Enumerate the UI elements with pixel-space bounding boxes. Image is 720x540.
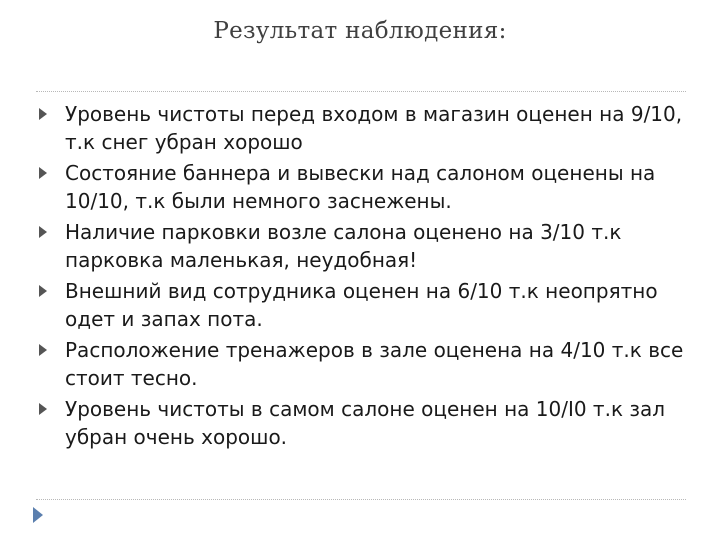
list-item <box>36 100 686 156</box>
list-item-text: Расположение тренажеров в зале оценена на 4/10 т.к все стоит тесно. <box>65 338 684 390</box>
top-divider <box>36 91 686 92</box>
triangle-bullet-icon <box>39 167 47 179</box>
list-item <box>36 218 686 274</box>
triangle-bullet-icon <box>39 108 47 120</box>
list-item-text: Состояние баннера и вывески над салоном оценены на 10/10, т.к были немного заснежены. <box>65 161 656 213</box>
list-item-text: Уровень чистоты перед входом в магазин оценен на 9/10, т.к снег убран хорошо <box>65 102 683 154</box>
triangle-bullet-icon <box>39 285 47 297</box>
slide-title: Результат наблюдения: <box>213 18 507 44</box>
list-item-text: Уровень чистоты в самом салоне оценен на 10/I0 т.к зал убран очень хорошо. <box>65 397 666 449</box>
list-item <box>36 336 686 392</box>
triangle-bullet-icon <box>39 344 47 356</box>
navigation-arrow-icon[interactable] <box>31 505 45 525</box>
triangle-bullet-icon <box>39 403 47 415</box>
list-item <box>36 395 686 451</box>
list-item-text: Наличие парковки возле салона оценено на 3/10 т.к парковка маленькая, неудобная! <box>65 220 622 272</box>
bottom-divider <box>36 499 686 500</box>
triangle-bullet-icon <box>39 226 47 238</box>
list-item <box>36 159 686 215</box>
list-item-text: Внешний вид сотрудника оценен на 6/10 т.к неопрятно одет и запах пота. <box>65 279 658 331</box>
list-item <box>36 277 686 333</box>
observation-list <box>36 100 686 454</box>
